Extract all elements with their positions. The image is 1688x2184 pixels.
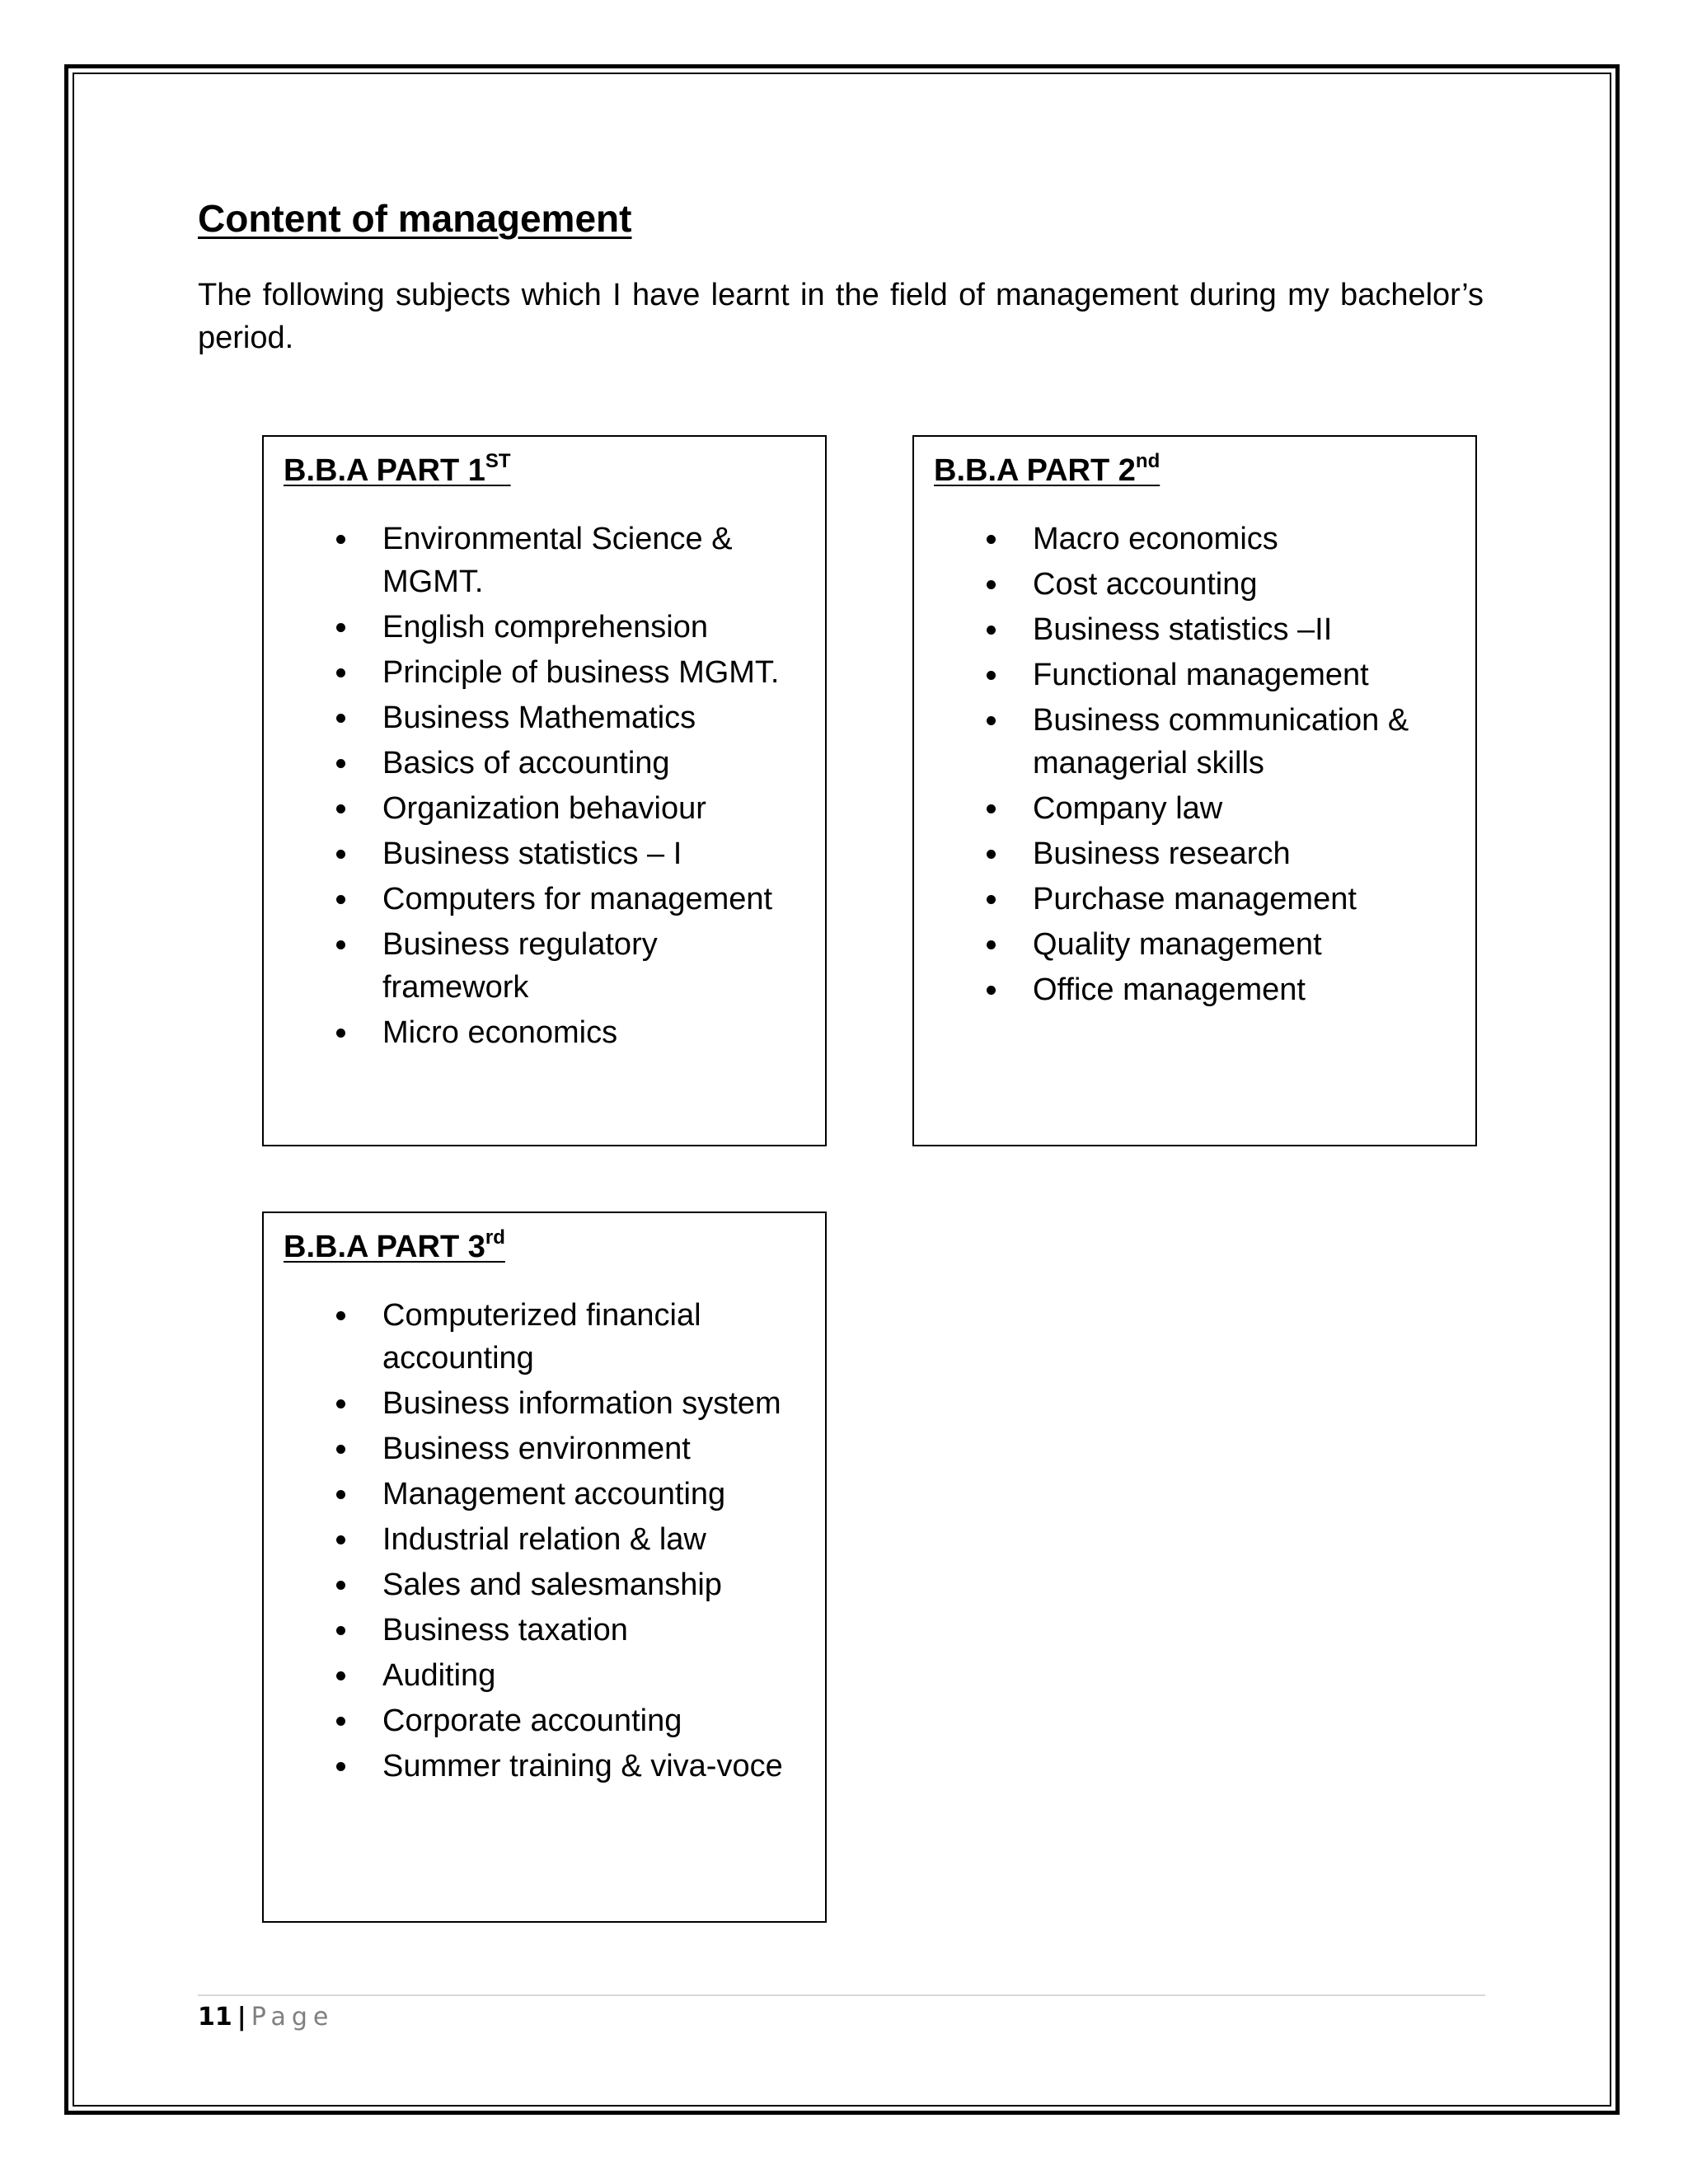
list-item [284,518,805,603]
bullet-icon [336,1311,345,1320]
list-item-text: Management accounting [382,1477,726,1511]
bullet-icon [336,759,345,768]
bullet-icon [987,895,996,904]
page-label: Page [251,2003,335,2032]
list-item [284,1699,805,1742]
bullet-icon [336,1399,345,1408]
page-footer [198,2001,334,2034]
bullet-icon [336,1717,345,1726]
list-item-text: Functional management [1033,658,1369,692]
list-item-text: Cost accounting [1033,567,1258,602]
bullet-icon [987,804,996,813]
list-item-text: Business environment [382,1432,691,1466]
list-item [934,968,1456,1011]
list-item-text: Computerized financial accounting [382,1298,701,1376]
page-title: Content of management [198,197,632,240]
subject-list [934,518,1456,1011]
bullet-icon [987,580,996,589]
bullet-icon [987,626,996,635]
bullet-icon [987,940,996,949]
list-item [284,1654,805,1697]
list-item-text: Summer training & viva-voce [382,1749,783,1783]
bba-part-3-box [262,1212,827,1923]
bullet-icon [336,895,345,904]
list-item [284,1563,805,1606]
list-item [284,651,805,694]
list-item [284,923,805,1009]
list-item [284,1518,805,1561]
list-item [284,696,805,739]
bullet-icon [987,535,996,544]
bullet-icon [336,714,345,723]
list-item [934,878,1456,921]
list-item [284,606,805,649]
list-item [284,742,805,785]
list-item-text: Corporate accounting [382,1704,682,1738]
list-item-text: Industrial relation & law [382,1522,706,1557]
list-item [934,923,1456,966]
list-item [934,518,1456,560]
subject-list [284,1294,805,1788]
list-item-text: Organization behaviour [382,791,706,826]
list-item-text: Sales and salesmanship [382,1568,722,1602]
list-item-text: Auditing [382,1658,496,1693]
footer-divider [198,1994,1485,1996]
list-item-text: Office management [1033,972,1306,1007]
list-item-text: Principle of business MGMT. [382,655,780,690]
box-heading [284,447,805,494]
page-separator: | [237,2003,246,2032]
bullet-icon [987,986,996,995]
bullet-icon [336,535,345,544]
list-item [934,832,1456,875]
box-heading-text: B.B.A PART 3 [284,1230,485,1264]
list-item-text: Business communication & managerial skills [1033,703,1409,780]
bullet-icon [987,671,996,680]
box-heading-superscript: nd [1135,450,1160,472]
bullet-icon [336,1762,345,1771]
list-item-text: Business research [1033,837,1291,871]
list-item [284,1382,805,1425]
bullet-icon [336,668,345,677]
list-item-text: Business regulatory framework [382,927,658,1005]
list-item-text: Business statistics –II [1033,612,1333,647]
list-item [284,1745,805,1788]
bullet-icon [987,850,996,859]
list-item-text: Environmental Science & MGMT. [382,522,733,599]
list-item-text: Company law [1033,791,1223,826]
bullet-icon [336,1535,345,1544]
list-item-text: Business statistics – I [382,837,682,871]
bullet-icon [336,1490,345,1499]
bullet-icon [336,1029,345,1038]
list-item-text: Purchase management [1033,882,1357,916]
box-heading [934,447,1456,494]
list-item [284,1427,805,1470]
box-heading-text: B.B.A PART 2 [934,453,1136,488]
list-item-text: Computers for management [382,882,773,916]
box-heading-superscript: rd [485,1226,505,1249]
bullet-icon [336,1626,345,1635]
box-heading-superscript: ST [485,450,511,472]
list-item [934,699,1456,785]
list-item [284,1473,805,1516]
list-item [934,787,1456,830]
subject-list [284,518,805,1054]
list-item [934,654,1456,696]
list-item [284,787,805,830]
list-item [284,878,805,921]
bba-part-2-box [912,435,1477,1146]
list-item-text: Business Mathematics [382,701,696,735]
list-item-text: Business information system [382,1386,781,1421]
list-item [284,832,805,875]
bullet-icon [336,1581,345,1590]
list-item [284,1609,805,1652]
list-item [284,1294,805,1380]
list-item-text: Quality management [1033,927,1322,962]
intro-paragraph: The following subjects which I have learnt in the field of management during my bachelor’s period. [198,278,1484,355]
bullet-icon [336,804,345,813]
page-number: 11 [198,2003,232,2032]
list-item-text: Micro economics [382,1015,618,1050]
bullet-icon [987,716,996,725]
box-heading [284,1223,805,1271]
box-heading-text: B.B.A PART 1 [284,453,485,488]
list-item [284,1011,805,1054]
bullet-icon [336,623,345,632]
list-item-text: Macro economics [1033,522,1278,556]
list-item [934,608,1456,651]
list-item-text: English comprehension [382,610,709,644]
bullet-icon [336,940,345,949]
bullet-icon [336,1445,345,1454]
bullet-icon [336,850,345,859]
list-item-text: Basics of accounting [382,746,670,780]
list-item [934,563,1456,606]
bullet-icon [336,1671,345,1680]
bba-part-1-box [262,435,827,1146]
list-item-text: Business taxation [382,1613,628,1647]
